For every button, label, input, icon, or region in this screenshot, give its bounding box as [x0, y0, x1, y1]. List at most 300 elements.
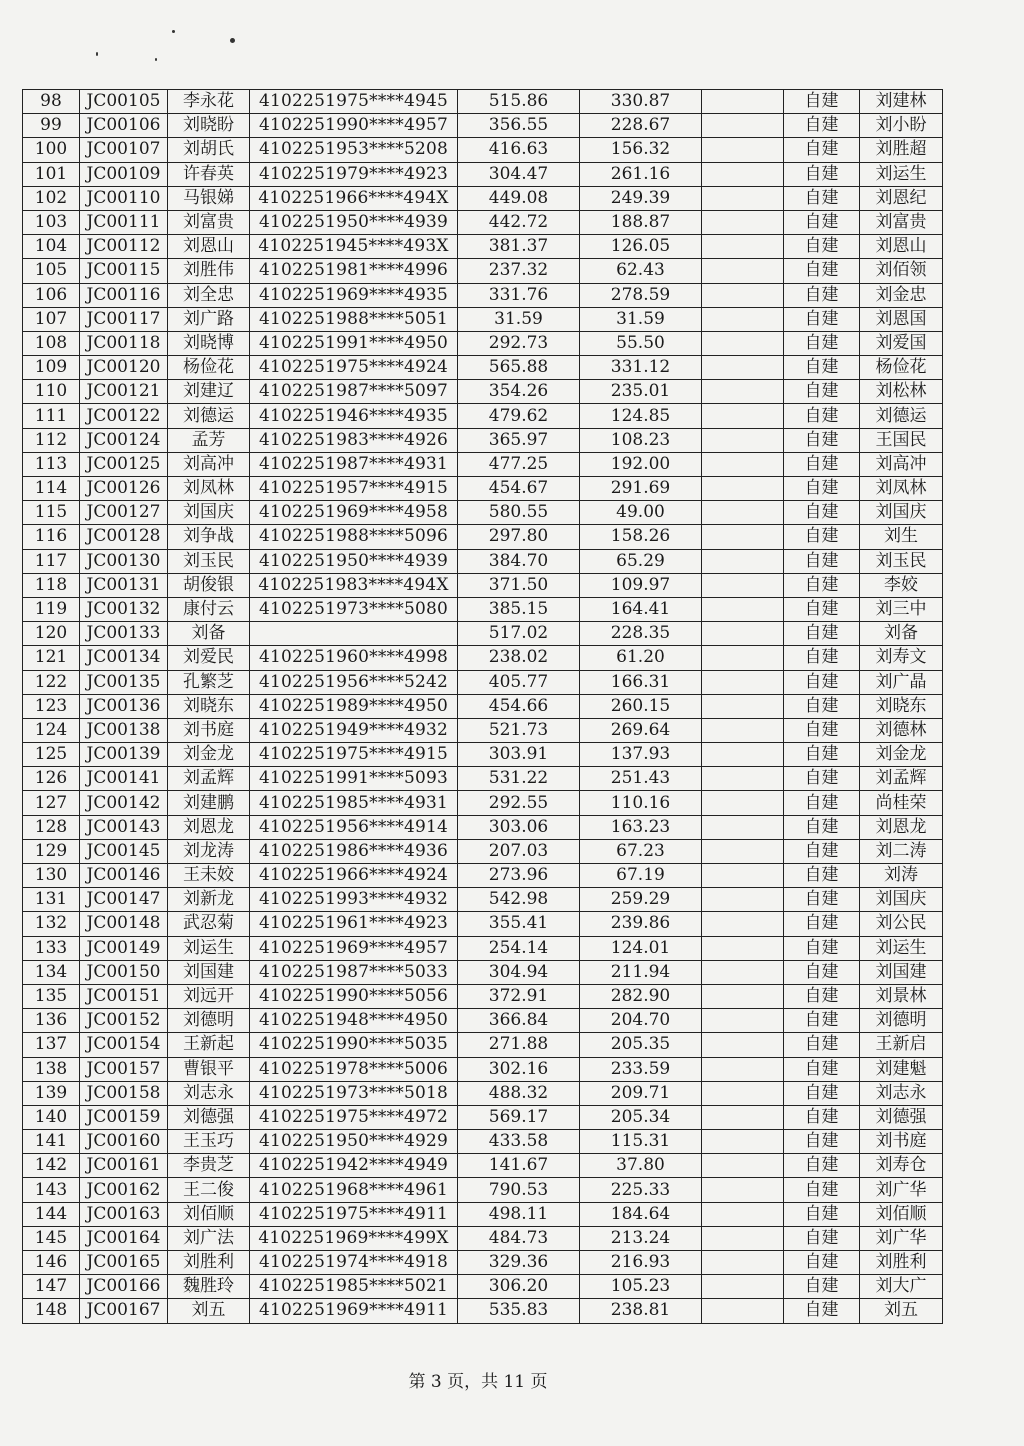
area-cell: 381.37 — [458, 235, 580, 259]
owner-cell: 刘大广 — [860, 1275, 943, 1299]
area-cell: 306.20 — [458, 1275, 580, 1299]
area-cell: 484.73 — [458, 1226, 580, 1250]
owner-cell: 刘建林 — [860, 90, 943, 114]
owner-cell: 刘德强 — [860, 1105, 943, 1129]
blank-cell — [702, 718, 784, 742]
type-cell: 自建 — [784, 1226, 860, 1250]
blank-cell — [702, 380, 784, 404]
table-row — [23, 912, 943, 936]
area2-cell: 269.64 — [580, 718, 702, 742]
area2-cell: 164.41 — [580, 597, 702, 621]
code-cell: JC00125 — [80, 452, 168, 476]
code-cell: JC00139 — [80, 743, 168, 767]
id-number-cell: 4102251948****4950 — [250, 1009, 458, 1033]
code-cell: JC00133 — [80, 622, 168, 646]
code-cell: JC00151 — [80, 984, 168, 1008]
id-number-cell — [250, 622, 458, 646]
owner-cell: 刘恩纪 — [860, 186, 943, 210]
code-cell: JC00150 — [80, 960, 168, 984]
blank-cell — [702, 888, 784, 912]
blank-cell — [702, 90, 784, 114]
area-cell: 303.91 — [458, 743, 580, 767]
blank-cell — [702, 767, 784, 791]
type-cell: 自建 — [784, 1130, 860, 1154]
table-row — [23, 428, 943, 452]
type-cell: 自建 — [784, 380, 860, 404]
area2-cell: 251.43 — [580, 767, 702, 791]
type-cell: 自建 — [784, 573, 860, 597]
id-number-cell: 4102251993****4932 — [250, 888, 458, 912]
id-number-cell: 4102251987****4931 — [250, 452, 458, 476]
area-cell: 542.98 — [458, 888, 580, 912]
table-row — [23, 646, 943, 670]
row-number-cell: 106 — [23, 283, 80, 307]
table-row — [23, 864, 943, 888]
id-number-cell: 4102251966****4924 — [250, 864, 458, 888]
owner-cell: 刘公民 — [860, 912, 943, 936]
table-row — [23, 477, 943, 501]
blank-cell — [702, 646, 784, 670]
row-number-cell: 102 — [23, 186, 80, 210]
name-cell: 刘运生 — [168, 936, 250, 960]
area2-cell: 235.01 — [580, 380, 702, 404]
id-number-cell: 4102251950****4929 — [250, 1130, 458, 1154]
id-number-cell: 4102251969****4911 — [250, 1299, 458, 1323]
scan-speck — [230, 38, 235, 43]
row-number-cell: 130 — [23, 864, 80, 888]
id-number-cell: 4102251945****493X — [250, 235, 458, 259]
type-cell: 自建 — [784, 235, 860, 259]
owner-cell: 刘广华 — [860, 1178, 943, 1202]
name-cell: 刘五 — [168, 1299, 250, 1323]
code-cell: JC00105 — [80, 90, 168, 114]
area2-cell: 211.94 — [580, 960, 702, 984]
blank-cell — [702, 307, 784, 331]
area2-cell: 225.33 — [580, 1178, 702, 1202]
code-cell: JC00136 — [80, 694, 168, 718]
blank-cell — [702, 525, 784, 549]
table-row — [23, 162, 943, 186]
type-cell: 自建 — [784, 912, 860, 936]
blank-cell — [702, 356, 784, 380]
area-cell: 488.32 — [458, 1081, 580, 1105]
id-number-cell: 4102251985****5021 — [250, 1275, 458, 1299]
table-row — [23, 1226, 943, 1250]
blank-cell — [702, 549, 784, 573]
id-number-cell: 4102251986****4936 — [250, 839, 458, 863]
code-cell: JC00148 — [80, 912, 168, 936]
table-row — [23, 1009, 943, 1033]
code-cell: JC00149 — [80, 936, 168, 960]
type-cell: 自建 — [784, 936, 860, 960]
code-cell: JC00131 — [80, 573, 168, 597]
area-cell: 454.67 — [458, 477, 580, 501]
id-number-cell: 4102251956****4914 — [250, 815, 458, 839]
type-cell: 自建 — [784, 670, 860, 694]
area2-cell: 260.15 — [580, 694, 702, 718]
type-cell: 自建 — [784, 1178, 860, 1202]
blank-cell — [702, 694, 784, 718]
area2-cell: 209.71 — [580, 1081, 702, 1105]
area2-cell: 249.39 — [580, 186, 702, 210]
name-cell: 刘国建 — [168, 960, 250, 984]
type-cell: 自建 — [784, 501, 860, 525]
name-cell: 刘恩龙 — [168, 815, 250, 839]
row-number-cell: 137 — [23, 1033, 80, 1057]
owner-cell: 刘运生 — [860, 162, 943, 186]
row-number-cell: 121 — [23, 646, 80, 670]
blank-cell — [702, 1275, 784, 1299]
blank-cell — [702, 210, 784, 234]
name-cell: 刘德强 — [168, 1105, 250, 1129]
code-cell: JC00159 — [80, 1105, 168, 1129]
type-cell: 自建 — [784, 549, 860, 573]
code-cell: JC00112 — [80, 235, 168, 259]
table-row — [23, 984, 943, 1008]
id-number-cell: 4102251946****4935 — [250, 404, 458, 428]
id-number-cell: 4102251942****4949 — [250, 1154, 458, 1178]
blank-cell — [702, 622, 784, 646]
name-cell: 刘龙涛 — [168, 839, 250, 863]
area-cell: 292.73 — [458, 331, 580, 355]
name-cell: 刘广路 — [168, 307, 250, 331]
area-cell: 384.70 — [458, 549, 580, 573]
row-number-cell: 115 — [23, 501, 80, 525]
owner-cell: 刘孟辉 — [860, 767, 943, 791]
name-cell: 刘远开 — [168, 984, 250, 1008]
blank-cell — [702, 936, 784, 960]
code-cell: JC00106 — [80, 114, 168, 138]
code-cell: JC00130 — [80, 549, 168, 573]
row-number-cell: 100 — [23, 138, 80, 162]
type-cell: 自建 — [784, 646, 860, 670]
id-number-cell: 4102251987****5097 — [250, 380, 458, 404]
name-cell: 刘孟辉 — [168, 767, 250, 791]
row-number-cell: 120 — [23, 622, 80, 646]
area-cell: 569.17 — [458, 1105, 580, 1129]
name-cell: 刘争战 — [168, 525, 250, 549]
owner-cell: 刘金忠 — [860, 283, 943, 307]
area2-cell: 216.93 — [580, 1251, 702, 1275]
page-footer: 第 3 页，共 11 页 — [408, 1372, 548, 1392]
area2-cell: 330.87 — [580, 90, 702, 114]
type-cell: 自建 — [784, 428, 860, 452]
owner-cell: 王国民 — [860, 428, 943, 452]
id-number-cell: 4102251966****494X — [250, 186, 458, 210]
row-number-cell: 140 — [23, 1105, 80, 1129]
type-cell: 自建 — [784, 622, 860, 646]
area-cell: 356.55 — [458, 114, 580, 138]
code-cell: JC00121 — [80, 380, 168, 404]
type-cell: 自建 — [784, 452, 860, 476]
area-cell: 366.84 — [458, 1009, 580, 1033]
area2-cell: 158.26 — [580, 525, 702, 549]
name-cell: 刘富贵 — [168, 210, 250, 234]
owner-cell: 刘恩国 — [860, 307, 943, 331]
blank-cell — [702, 1178, 784, 1202]
id-number-cell: 4102251949****4932 — [250, 718, 458, 742]
area-cell: 292.55 — [458, 791, 580, 815]
row-number-cell: 104 — [23, 235, 80, 259]
area-cell: 273.96 — [458, 864, 580, 888]
name-cell: 刘新龙 — [168, 888, 250, 912]
area-cell: 790.53 — [458, 1178, 580, 1202]
name-cell: 刘爱民 — [168, 646, 250, 670]
row-number-cell: 133 — [23, 936, 80, 960]
blank-cell — [702, 259, 784, 283]
code-cell: JC00145 — [80, 839, 168, 863]
type-cell: 自建 — [784, 864, 860, 888]
area-cell: 433.58 — [458, 1130, 580, 1154]
id-number-cell: 4102251974****4918 — [250, 1251, 458, 1275]
id-number-cell: 4102251950****4939 — [250, 549, 458, 573]
area2-cell: 166.31 — [580, 670, 702, 694]
row-number-cell: 118 — [23, 573, 80, 597]
id-number-cell: 4102251950****4939 — [250, 210, 458, 234]
area2-cell: 184.64 — [580, 1202, 702, 1226]
name-cell: 孔繁芝 — [168, 670, 250, 694]
row-number-cell: 143 — [23, 1178, 80, 1202]
area2-cell: 137.93 — [580, 743, 702, 767]
owner-cell: 刘广华 — [860, 1226, 943, 1250]
name-cell: 刘晓盼 — [168, 114, 250, 138]
row-number-cell: 136 — [23, 1009, 80, 1033]
code-cell: JC00157 — [80, 1057, 168, 1081]
area-cell: 442.72 — [458, 210, 580, 234]
table-row — [23, 1033, 943, 1057]
owner-cell: 王新启 — [860, 1033, 943, 1057]
table-row — [23, 235, 943, 259]
owner-cell: 刘德明 — [860, 1009, 943, 1033]
table-row — [23, 307, 943, 331]
table-body — [23, 90, 943, 1324]
row-number-cell: 131 — [23, 888, 80, 912]
owner-cell: 刘松林 — [860, 380, 943, 404]
row-number-cell: 126 — [23, 767, 80, 791]
name-cell: 刘佰顺 — [168, 1202, 250, 1226]
row-number-cell: 127 — [23, 791, 80, 815]
blank-cell — [702, 839, 784, 863]
area2-cell: 331.12 — [580, 356, 702, 380]
name-cell: 刘建辽 — [168, 380, 250, 404]
area-cell: 304.94 — [458, 960, 580, 984]
name-cell: 曹银平 — [168, 1057, 250, 1081]
type-cell: 自建 — [784, 767, 860, 791]
area2-cell: 192.00 — [580, 452, 702, 476]
code-cell: JC00109 — [80, 162, 168, 186]
blank-cell — [702, 283, 784, 307]
owner-cell: 刘胜超 — [860, 138, 943, 162]
table-row — [23, 283, 943, 307]
table-row — [23, 1178, 943, 1202]
id-number-cell: 4102251973****5018 — [250, 1081, 458, 1105]
name-cell: 许春英 — [168, 162, 250, 186]
code-cell: JC00167 — [80, 1299, 168, 1323]
type-cell: 自建 — [784, 356, 860, 380]
type-cell: 自建 — [784, 888, 860, 912]
owner-cell: 刘涛 — [860, 864, 943, 888]
code-cell: JC00158 — [80, 1081, 168, 1105]
area-cell: 271.88 — [458, 1033, 580, 1057]
id-number-cell: 4102251991****5093 — [250, 767, 458, 791]
type-cell: 自建 — [784, 138, 860, 162]
area-cell: 31.59 — [458, 307, 580, 331]
row-number-cell: 145 — [23, 1226, 80, 1250]
type-cell: 自建 — [784, 960, 860, 984]
code-cell: JC00161 — [80, 1154, 168, 1178]
table-row — [23, 380, 943, 404]
name-cell: 刘高冲 — [168, 452, 250, 476]
area-cell: 303.06 — [458, 815, 580, 839]
area-cell: 477.25 — [458, 452, 580, 476]
code-cell: JC00165 — [80, 1251, 168, 1275]
id-number-cell: 4102251983****494X — [250, 573, 458, 597]
area2-cell: 49.00 — [580, 501, 702, 525]
area-cell: 565.88 — [458, 356, 580, 380]
owner-cell: 刘三中 — [860, 597, 943, 621]
table-row — [23, 670, 943, 694]
table-row — [23, 1275, 943, 1299]
area2-cell: 31.59 — [580, 307, 702, 331]
code-cell: JC00132 — [80, 597, 168, 621]
area-cell: 141.67 — [458, 1154, 580, 1178]
table-row — [23, 114, 943, 138]
blank-cell — [702, 984, 784, 1008]
row-number-cell: 135 — [23, 984, 80, 1008]
area-cell: 535.83 — [458, 1299, 580, 1323]
code-cell: JC00147 — [80, 888, 168, 912]
row-number-cell: 108 — [23, 331, 80, 355]
area-cell: 479.62 — [458, 404, 580, 428]
row-number-cell: 109 — [23, 356, 80, 380]
row-number-cell: 146 — [23, 1251, 80, 1275]
name-cell: 刘玉民 — [168, 549, 250, 573]
id-number-cell: 4102251975****4972 — [250, 1105, 458, 1129]
row-number-cell: 107 — [23, 307, 80, 331]
type-cell: 自建 — [784, 477, 860, 501]
id-number-cell: 4102251960****4998 — [250, 646, 458, 670]
blank-cell — [702, 1226, 784, 1250]
code-cell: JC00117 — [80, 307, 168, 331]
area-cell: 517.02 — [458, 622, 580, 646]
id-number-cell: 4102251987****5033 — [250, 960, 458, 984]
code-cell: JC00152 — [80, 1009, 168, 1033]
id-number-cell: 4102251990****5035 — [250, 1033, 458, 1057]
row-number-cell: 116 — [23, 525, 80, 549]
row-number-cell: 101 — [23, 162, 80, 186]
owner-cell: 刘国建 — [860, 960, 943, 984]
type-cell: 自建 — [784, 210, 860, 234]
name-cell: 马银娣 — [168, 186, 250, 210]
code-cell: JC00146 — [80, 864, 168, 888]
name-cell: 刘胜伟 — [168, 259, 250, 283]
type-cell: 自建 — [784, 839, 860, 863]
blank-cell — [702, 138, 784, 162]
blank-cell — [702, 573, 784, 597]
blank-cell — [702, 1105, 784, 1129]
area2-cell: 205.35 — [580, 1033, 702, 1057]
area2-cell: 239.86 — [580, 912, 702, 936]
blank-cell — [702, 452, 784, 476]
blank-cell — [702, 501, 784, 525]
code-cell: JC00143 — [80, 815, 168, 839]
area-cell: 372.91 — [458, 984, 580, 1008]
type-cell: 自建 — [784, 597, 860, 621]
owner-cell: 刘玉民 — [860, 549, 943, 573]
blank-cell — [702, 1081, 784, 1105]
name-cell: 武忍菊 — [168, 912, 250, 936]
area2-cell: 163.23 — [580, 815, 702, 839]
blank-cell — [702, 912, 784, 936]
id-number-cell: 4102251988****5096 — [250, 525, 458, 549]
owner-cell: 刘恩龙 — [860, 815, 943, 839]
id-number-cell: 4102251973****5080 — [250, 597, 458, 621]
name-cell: 王玉巧 — [168, 1130, 250, 1154]
table-row — [23, 1130, 943, 1154]
type-cell: 自建 — [784, 694, 860, 718]
type-cell: 自建 — [784, 259, 860, 283]
code-cell: JC00160 — [80, 1130, 168, 1154]
type-cell: 自建 — [784, 815, 860, 839]
blank-cell — [702, 428, 784, 452]
scan-speck — [96, 52, 98, 56]
table-row — [23, 718, 943, 742]
code-cell: JC00134 — [80, 646, 168, 670]
code-cell: JC00141 — [80, 767, 168, 791]
type-cell: 自建 — [784, 525, 860, 549]
name-cell: 王二俊 — [168, 1178, 250, 1202]
id-number-cell: 4102251989****4950 — [250, 694, 458, 718]
name-cell: 胡俊银 — [168, 573, 250, 597]
table-row — [23, 90, 943, 114]
code-cell: JC00122 — [80, 404, 168, 428]
row-number-cell: 119 — [23, 597, 80, 621]
row-number-cell: 113 — [23, 452, 80, 476]
type-cell: 自建 — [784, 114, 860, 138]
code-cell: JC00164 — [80, 1226, 168, 1250]
area2-cell: 278.59 — [580, 283, 702, 307]
type-cell: 自建 — [784, 331, 860, 355]
area-cell: 371.50 — [458, 573, 580, 597]
area2-cell: 105.23 — [580, 1275, 702, 1299]
type-cell: 自建 — [784, 90, 860, 114]
type-cell: 自建 — [784, 162, 860, 186]
area2-cell: 65.29 — [580, 549, 702, 573]
type-cell: 自建 — [784, 1299, 860, 1323]
code-cell: JC00128 — [80, 525, 168, 549]
table-row — [23, 622, 943, 646]
code-cell: JC00111 — [80, 210, 168, 234]
owner-cell: 刘金龙 — [860, 743, 943, 767]
row-number-cell: 111 — [23, 404, 80, 428]
row-number-cell: 132 — [23, 912, 80, 936]
area2-cell: 205.34 — [580, 1105, 702, 1129]
table-row — [23, 888, 943, 912]
area2-cell: 228.35 — [580, 622, 702, 646]
table-row — [23, 1154, 943, 1178]
name-cell: 刘晓东 — [168, 694, 250, 718]
area2-cell: 126.05 — [580, 235, 702, 259]
code-cell: JC00166 — [80, 1275, 168, 1299]
id-number-cell: 4102251990****5056 — [250, 984, 458, 1008]
name-cell: 王未姣 — [168, 864, 250, 888]
owner-cell: 杨俭花 — [860, 356, 943, 380]
scan-speck — [155, 58, 157, 61]
name-cell: 刘建鹏 — [168, 791, 250, 815]
owner-cell: 刘五 — [860, 1299, 943, 1323]
scan-speck — [172, 30, 175, 33]
type-cell: 自建 — [784, 1105, 860, 1129]
